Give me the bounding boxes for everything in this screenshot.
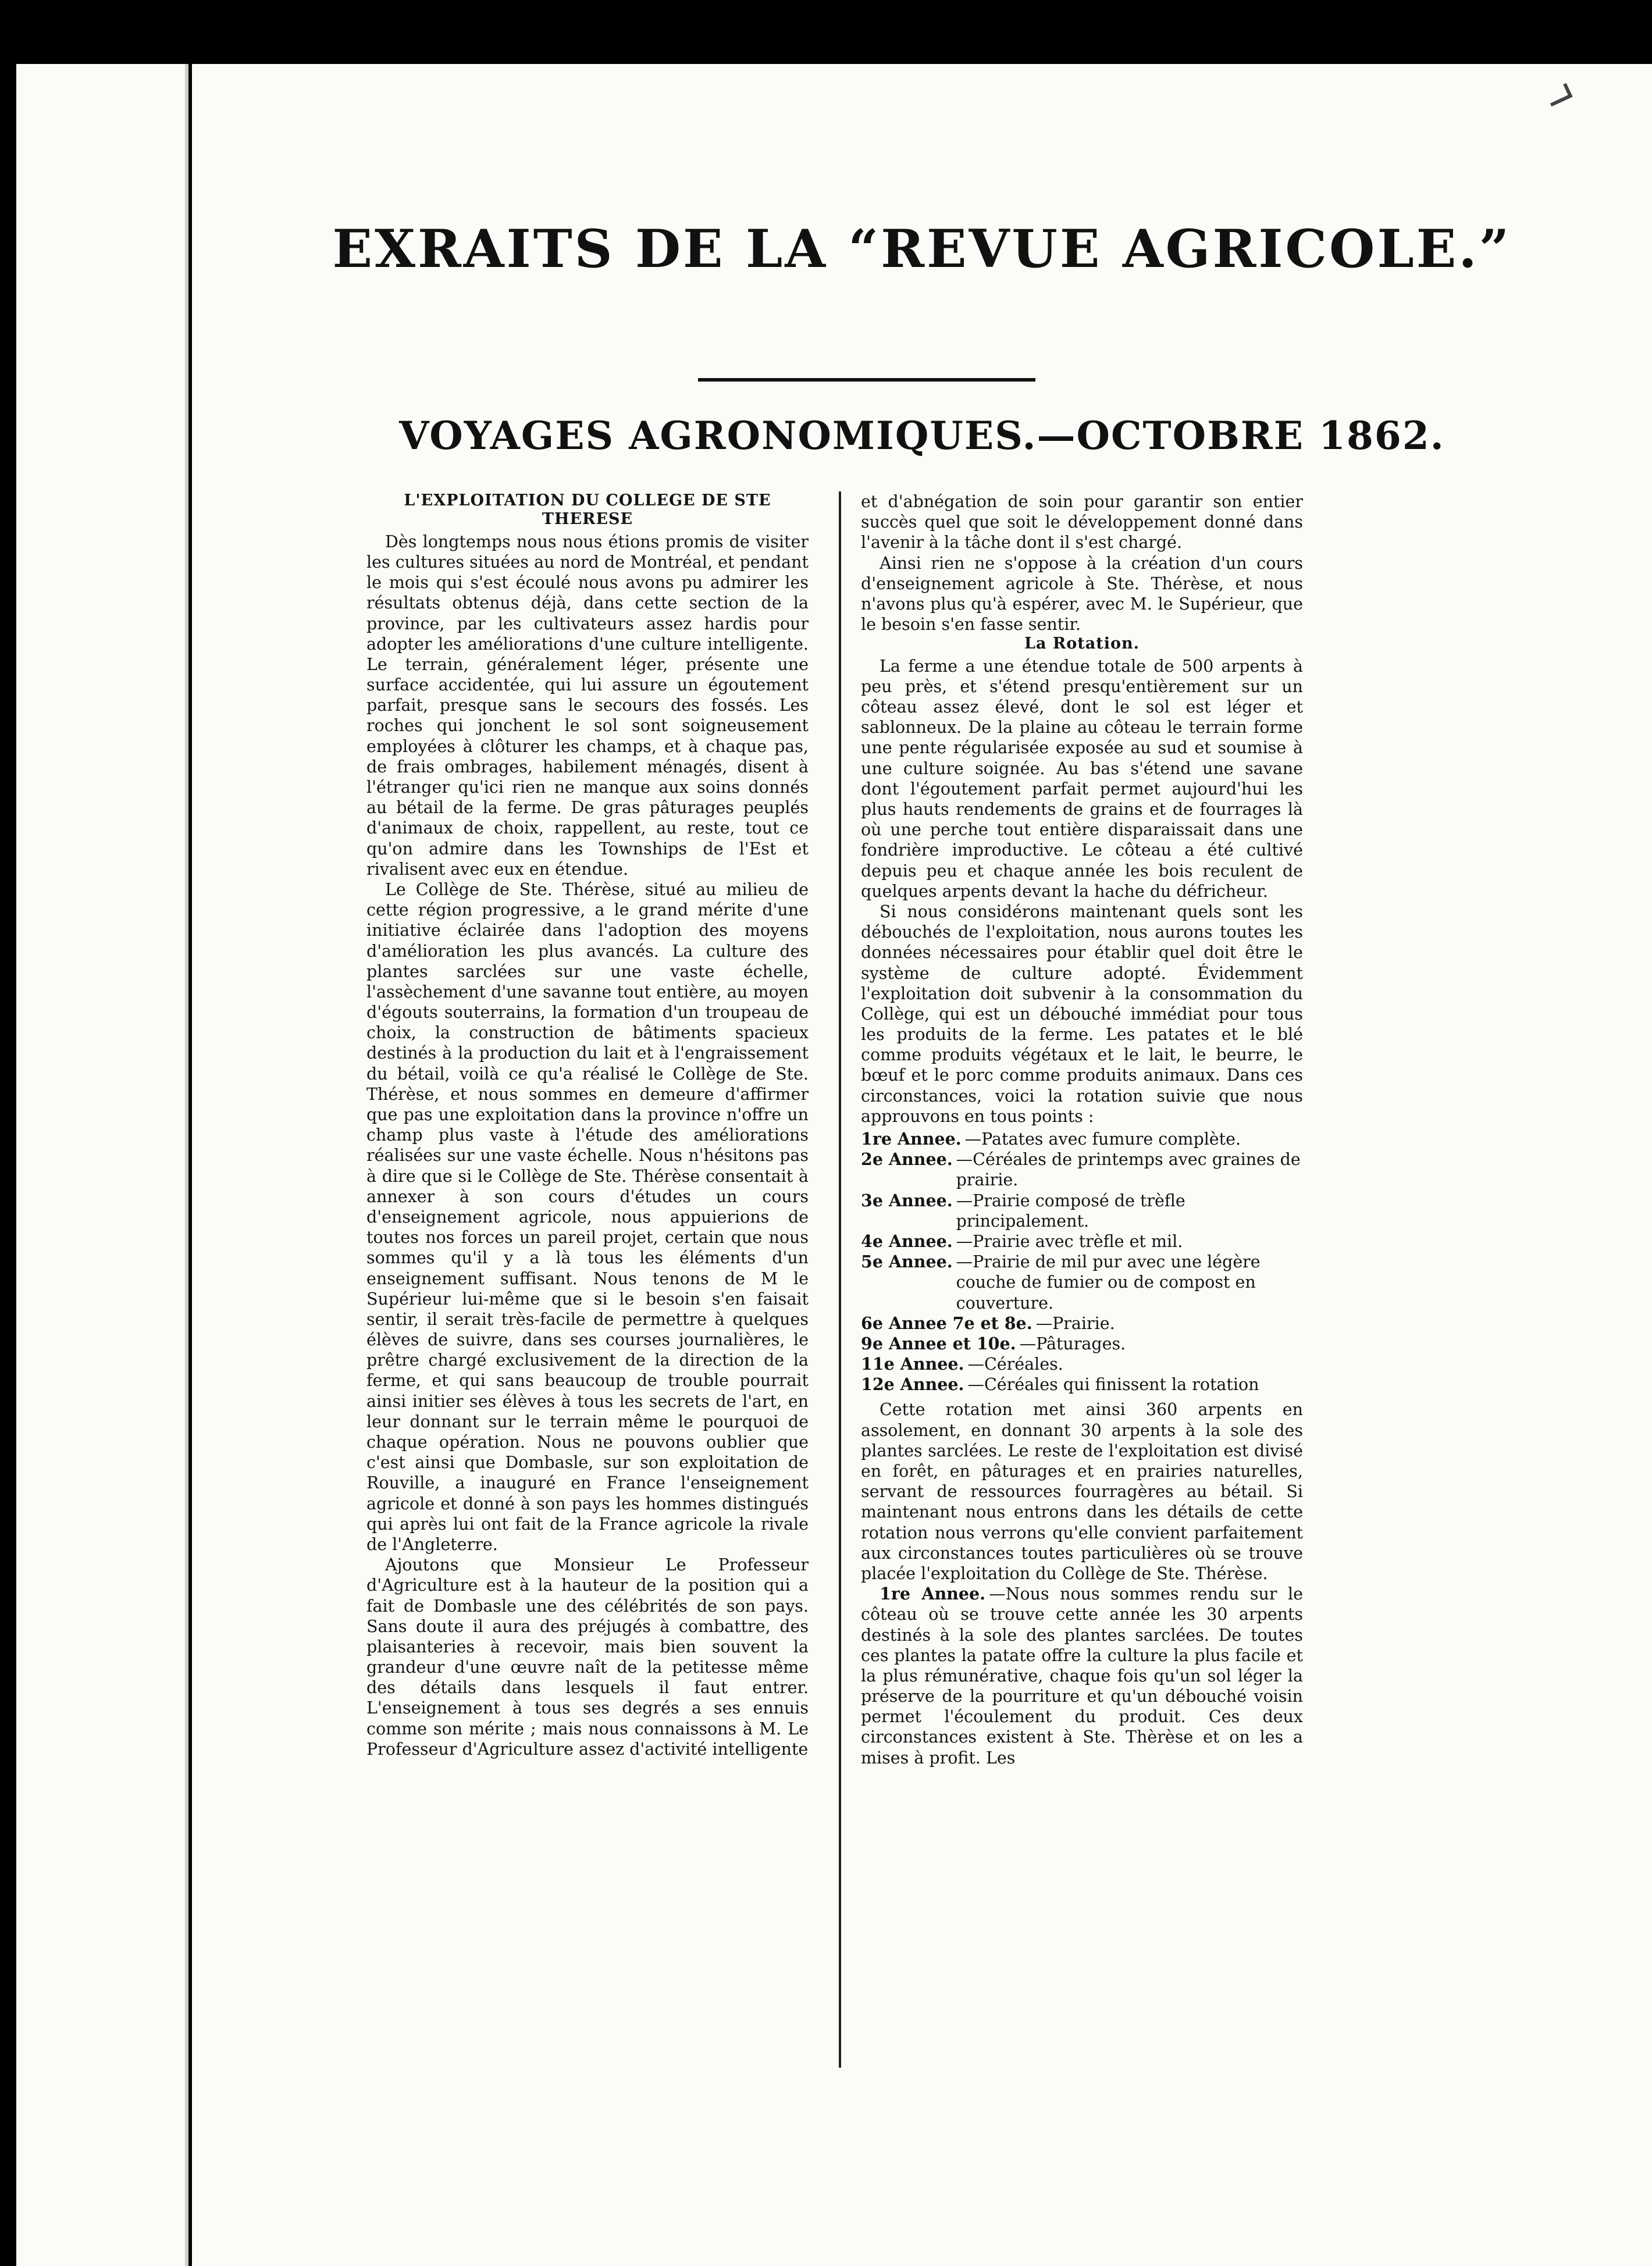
- rotation-item: [861, 1313, 1303, 1334]
- column-divider: [839, 491, 841, 2068]
- final-paragraph: [861, 1584, 1303, 1768]
- rotation-text: —Prairie de mil pur avec une légère couche de fumier ou de compost en couverture.: [956, 1252, 1261, 1313]
- page-title: EXRAITS DE LA “REVUE AGRICOLE.”: [332, 218, 1512, 280]
- rotation-year: 11e Annee.: [861, 1354, 964, 1374]
- rotation-paragraph-1: La ferme a une étendue totale de 500 arpents à peu près, et s'étend presqu'entièrement sur un côteau assez élevé, dont le sol est léger et sablonneux. De la plaine au côteau le terrain forme une pente régularisée exposée au sud et soumise à une culture soignée. Au bas s'étend une savane dont l'égoutement parfait permet aujourd'hui les plus hauts rendements de grains et de fourrages là où une perche tout entière disparaissait dans une fondrière improductive. Le côteau a été cultivé depuis peu et chaque année les bois reculent de quelques arpents devant la hache du défricheur.: [861, 656, 1303, 901]
- right-paragraph-2: Ainsi rien ne s'oppose à la création d'un cours d'enseignement agricole à Ste. Thérèse, et nous n'avons plus qu'à espérer, avec M. le Supérieur, que le besoin s'en fasse sentir.: [861, 553, 1303, 635]
- rotation-section-title: La Rotation.: [1024, 635, 1140, 653]
- page-subtitle: VOYAGES AGRONOMIQUES.—OCTOBRE 1862.: [399, 413, 1445, 458]
- rotation-item: [861, 1129, 1303, 1149]
- rotation-item: [861, 1231, 1303, 1252]
- left-column: [366, 491, 809, 1759]
- document-page: [192, 64, 1652, 2266]
- rotation-text: —Prairie composé de trèfle principalement.: [956, 1191, 1185, 1231]
- rotation-year: 1re Annee.: [861, 1129, 962, 1149]
- left-paragraph-2: Le Collège de Ste. Thérèse, situé au milieu de cette région progressive, a le grand mérite d'une initiative éclairée dans l'adoption des moyens d'amélioration les plus avancés. La culture des plantes sarclées sur une vaste échelle, l'assèchement d'une savanne tout entière, au moyen d'égouts souterrains, la formation d'un troupeau de choix, la construction de bâtiments spacieux destinés à la production du lait et à l'engraissement du bétail, voilà ce qu'a réalisé le Collège de Ste. Thérèse, et nous sommes en demeure d'affirmer que pas une exploitation dans la province n'offre un champ plus vaste à l'étude des améliorations réalisées sur une vaste échelle. Nous n'hésitons pas à dire que si le Collège de Ste. Thérèse consentait à annexer à son cours d'études un cours d'enseignement agricole, nous appuierions de toutes nos forces un pareil projet, certain que nous sommes qu'il y a là tous les éléments d'un enseignement suffisant. Nous tenons de M le Supérieur lui-même que si le besoin s'en faisait sentir, il serait très-facile de permettre à quelques élèves de suivre, dans ses courses journalières, le prêtre chargé exclusivement de la direction de la ferme, et qui sans beaucoup de trouble pourrait ainsi initier ses élèves à tous les secrets de l'art, en leur donnant sur le terrain même le pourquoi de chaque opération. Nous ne pouvons oublier que c'est ainsi que Dombasle, sur son exploitation de Rouville, a inauguré en France l'enseignement agricole et donné à son pays les hommes distingués qui après lui ont fait de la France agricole la rivale de l'Angleterre.: [366, 879, 809, 1554]
- rotation-text: —Céréales de printemps avec graines de prairie.: [956, 1150, 1301, 1190]
- corner-mark: [1545, 83, 1572, 106]
- final-text: —Nous nous sommes rendu sur le côteau où se trouve cette année les 30 arpents destinés à la sole des plantes sarclées. De toutes ces plantes la patate offre la culture la plus facile et la plus rémunérative, chaque fois qu'un sol léger la préserve de la pourriture et qu'un débouché voisin permet l'écoulement du produit. Ces deux circonstances existent à Ste. Thèrèse et on les a mises à profit. Les: [861, 1584, 1303, 1768]
- right-column: [861, 491, 1303, 1768]
- right-paragraph-1: et d'abnégation de soin pour garantir son entier succès quel que soit le développement donné dans l'avenir à la tâche dont il s'est chargé.: [861, 492, 1303, 553]
- rotation-text: —Prairie.: [1035, 1313, 1115, 1333]
- rotation-text: —Céréales qui finissent la rotation: [967, 1375, 1259, 1395]
- scan-left-margin: [0, 0, 192, 2266]
- rotation-text: —Céréales.: [967, 1355, 1063, 1374]
- previous-page-edge: [16, 64, 188, 2266]
- rotation-item: [861, 1374, 1303, 1395]
- closing-paragraph: Cette rotation met ainsi 360 arpents en assolement, en donnant 30 arpents à la sole des plantes sarclées. Le reste de l'exploitation est divisé en forêt, en pâturages et en prairies naturelles, servant de ressources fourragères au bétail. Si maintenant nous entrons dans les détails de cette rotation nous verrons qu'elle convient parfaitement aux circonstances toutes particulières où se trouve placée l'exploitation du Collège de Ste. Thérèse.: [861, 1400, 1303, 1583]
- left-section-title: L'EXPLOITATION DU COLLEGE DE STE THERESE: [404, 491, 771, 529]
- left-paragraph-1: Dès longtemps nous nous étions promis de visiter les cultures situées au nord de Montréal, et pendant le mois qui s'est écoulé nous avons pu admirer les résultats obtenus déjà, dans cette section de la province, par les cultivateurs assez hardis pour adopter les améliorations d'une culture intelligente. Le terrain, généralement léger, présente une surface accidentée, qui lui assure un égoutement parfait, presque sans le secours des fossés. Les roches qui jonchent le sol sont soigneusement employées à clôturer les champs, et à chaque pas, de frais ombrages, habilement ménagés, disent à l'étranger qu'ici rien ne manque aux soins donnés au bétail de la ferme. De gras pâturages peuplés d'animaux de choix, rappellent, au reste, tout ce qu'on admire dans les Townships de l'Est et rivalisent avec eux en étendue.: [366, 532, 809, 879]
- rotation-item: [861, 1191, 1303, 1231]
- rotation-text: —Pâturages.: [1019, 1334, 1126, 1353]
- rotation-item: [861, 1354, 1303, 1374]
- rotation-year: 6e Annee 7e et 8e.: [861, 1313, 1032, 1333]
- rotation-year: 2e Annee.: [861, 1149, 953, 1170]
- rotation-year: 5e Annee.: [861, 1252, 953, 1272]
- final-year: 1re Annee.: [880, 1584, 986, 1604]
- rotation-paragraph-2: Si nous considérons maintenant quels sont les débouchés de l'exploitation, nous aurons toutes les données nécessaires pour établir quel doit être le système de culture adopté. Évidemment l'exploitation doit subvenir à la consommation du Collège, qui est un débouché immédiat pour tous les produits de la ferme. Les patates et le blé comme produits végétaux et le lait, le beurre, le bœuf et le porc comme produits animaux. Dans ces circonstances, voici la rotation suivie que nous approuvons en tous points :: [861, 902, 1303, 1126]
- rotation-text: —Prairie avec trèfle et mil.: [956, 1231, 1183, 1251]
- rotation-year: 9e Annee et 10e.: [861, 1333, 1016, 1353]
- rotation-item: [861, 1149, 1303, 1190]
- rotation-item: [861, 1252, 1303, 1313]
- rotation-list: [861, 1129, 1303, 1395]
- rotation-year: 4e Annee.: [861, 1231, 953, 1251]
- rotation-year: 3e Annee.: [861, 1190, 953, 1210]
- title-rule: [698, 378, 1035, 382]
- rotation-text: —Patates avec fumure complète.: [964, 1130, 1241, 1149]
- left-paragraph-3: Ajoutons que Monsieur Le Professeur d'Agriculture est à la hauteur de la position qui a fait de Dombasle une des célébrités de son pays. Sans doute il aura des préjugés à combattre, des plaisanteries à recevoir, mais bien souvent la grandeur d'une œuvre naît de la petitesse même des détails dans lesquels il faut entrer. L'enseignement à tous ses degrés a ses ennuis comme son mérite ; mais nous connaissons à M. Le Professeur d'Agriculture assez d'activité intelligente: [366, 1555, 809, 1759]
- rotation-item: [861, 1334, 1303, 1354]
- rotation-year: 12e Annee.: [861, 1374, 964, 1395]
